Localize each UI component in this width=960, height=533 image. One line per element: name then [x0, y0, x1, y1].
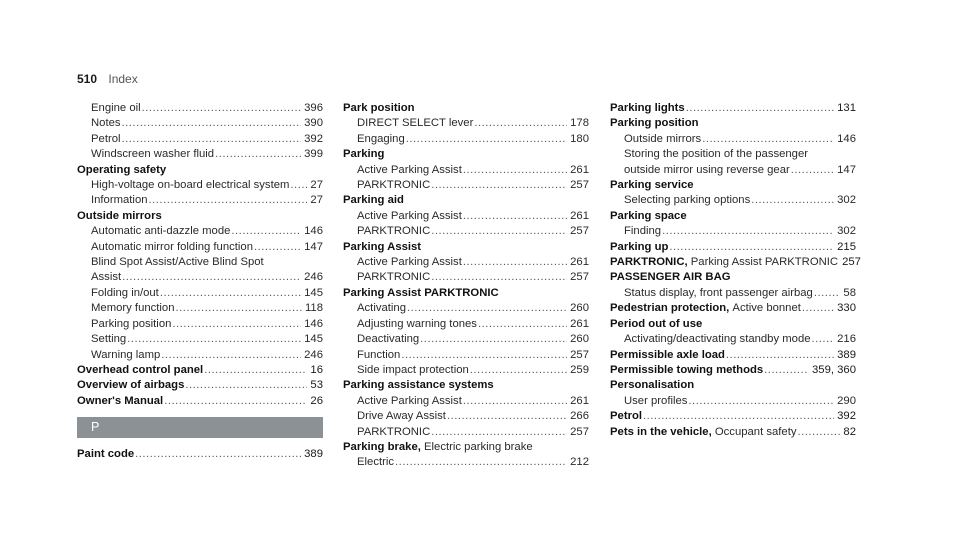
leader-dots — [643, 409, 834, 424]
page-ref: 259 — [570, 363, 589, 376]
page-ref: 215 — [837, 240, 856, 253]
index-entry — [343, 132, 589, 147]
page-ref: 146 — [837, 132, 856, 145]
entry-label: Deactivating — [357, 333, 420, 346]
index-entry — [77, 363, 323, 378]
index-entry — [77, 378, 323, 393]
entry-label: Drive Away Assist — [357, 410, 446, 423]
entry-heading: Pedestrian protection, — [610, 302, 730, 315]
index-entry — [343, 348, 589, 363]
leader-dots — [135, 447, 301, 462]
leader-dots — [172, 317, 301, 332]
entry-heading: Parking service — [610, 179, 694, 192]
page-number: 510 — [77, 72, 98, 86]
index-entry — [343, 240, 589, 255]
index-entry — [610, 394, 856, 409]
entry-heading: Parking Assist — [343, 240, 422, 253]
page-ref: 147 — [304, 240, 323, 253]
leader-dots — [395, 455, 567, 470]
entry-heading: Period out of use — [610, 317, 703, 330]
page-ref: 246 — [304, 271, 323, 284]
page-ref: 58 — [843, 286, 856, 299]
entry-see-also: Active bonnet — [732, 302, 801, 315]
entry-label: Outside mirrors — [624, 132, 702, 145]
entry-heading: Parking Assist PARKTRONIC — [343, 286, 499, 299]
page-ref: 260 — [570, 333, 589, 346]
index-entry — [610, 332, 856, 347]
leader-dots — [463, 209, 567, 224]
index-entry — [343, 224, 589, 239]
page-ref: 212 — [570, 456, 589, 469]
entry-label: Side impact protection — [357, 363, 469, 376]
leader-dots — [122, 132, 302, 147]
entry-label: PARKTRONIC — [357, 271, 431, 284]
leader-dots — [176, 301, 302, 316]
index-entry — [610, 224, 856, 239]
entry-label: DIRECT SELECT lever — [357, 117, 474, 130]
leader-dots — [662, 224, 834, 239]
entry-heading: Parking brake, — [343, 440, 421, 453]
page-ref: 266 — [570, 410, 589, 423]
entry-heading: Operating safety — [77, 163, 167, 176]
index-entry — [343, 455, 589, 470]
leader-dots — [231, 224, 301, 239]
page-ref: 257 — [570, 179, 589, 192]
leader-dots — [431, 425, 567, 440]
leader-dots — [122, 116, 302, 131]
leader-dots — [431, 224, 567, 239]
page-title: Index — [108, 72, 138, 86]
entry-heading: Overview of airbags — [77, 379, 185, 392]
index-entry — [343, 301, 589, 316]
leader-dots — [406, 132, 567, 147]
leader-dots — [478, 317, 567, 332]
index-entry — [77, 193, 323, 208]
index-entry — [77, 101, 323, 116]
entry-heading: Permissible towing methods — [610, 363, 764, 376]
index-entry — [610, 147, 856, 162]
entry-label: Setting — [91, 333, 127, 346]
leader-dots — [764, 363, 809, 378]
page-ref: 302 — [837, 225, 856, 238]
page-header — [77, 72, 138, 86]
entry-label: Folding in/out — [91, 286, 159, 299]
entry-heading: Owner's Manual — [77, 394, 164, 407]
entry-label: Adjusting warning tones — [357, 317, 477, 330]
page-ref: 216 — [837, 333, 856, 346]
entry-label: Memory function — [91, 302, 175, 315]
entry-label: Warning lamp — [91, 348, 161, 361]
page-ref: 389 — [304, 448, 323, 461]
page-ref: 257 — [570, 225, 589, 238]
leader-dots — [164, 394, 307, 409]
index-entry — [610, 178, 856, 193]
leader-dots — [702, 132, 834, 147]
index-entry — [77, 132, 323, 147]
entry-label: Selecting parking options — [624, 194, 751, 207]
page-ref: 82 — [843, 425, 856, 438]
index-entry — [77, 163, 323, 178]
index-entry — [343, 116, 589, 131]
index-entry — [610, 317, 856, 332]
index-entry — [610, 163, 856, 178]
index-entry — [77, 317, 323, 332]
index-entry — [610, 363, 856, 378]
index-entry — [610, 240, 856, 255]
index-entry — [343, 317, 589, 332]
leader-dots — [401, 348, 567, 363]
leader-dots — [161, 348, 301, 363]
entry-label: PARKTRONIC — [357, 179, 431, 192]
page-ref: 359, 360 — [812, 363, 856, 376]
leader-dots — [463, 394, 567, 409]
index-entry — [610, 378, 856, 393]
entry-label: Blind Spot Assist/Active Blind Spot — [91, 256, 264, 269]
entry-label: Active Parking Assist — [357, 209, 462, 222]
entry-label: Automatic anti-dazzle mode — [91, 225, 231, 238]
entry-label: Activating/deactivating standby mode — [624, 333, 811, 346]
page-ref: 180 — [570, 132, 589, 145]
page-ref: 260 — [570, 302, 589, 315]
entry-heading: Park position — [343, 102, 415, 114]
entry-heading: Parking space — [610, 209, 687, 222]
entry-label: Notes — [91, 117, 121, 130]
leader-dots — [122, 270, 301, 285]
page-ref: 261 — [570, 394, 589, 407]
entry-label: Automatic mirror folding function — [91, 240, 253, 253]
page-ref: 330 — [837, 302, 856, 315]
entry-heading: Parking assistance systems — [343, 379, 494, 392]
entry-heading: Permissible axle load — [610, 348, 725, 361]
entry-label: Active Parking Assist — [357, 163, 462, 176]
leader-dots — [447, 409, 567, 424]
entry-heading: Petrol — [610, 410, 643, 423]
page-ref: 257 — [570, 271, 589, 284]
entry-label: Petrol — [91, 132, 121, 145]
index-entry — [343, 286, 589, 301]
leader-dots — [215, 147, 301, 162]
index-entry — [343, 270, 589, 285]
leader-dots — [814, 286, 841, 301]
index-entry — [343, 193, 589, 208]
entry-heading: Personalisation — [610, 379, 695, 392]
entry-label: Status display, front passenger airbag — [624, 286, 813, 299]
index-entry — [343, 163, 589, 178]
entry-label: Function — [357, 348, 401, 361]
page-ref: 53 — [310, 379, 323, 392]
entry-label: Storing the position of the passenger — [624, 148, 809, 161]
index-entry — [77, 209, 323, 224]
page-ref: 145 — [304, 333, 323, 346]
leader-dots — [812, 332, 835, 347]
index-entry — [343, 409, 589, 424]
index-entry — [77, 270, 323, 285]
leader-dots — [420, 332, 567, 347]
page-ref: 257 — [570, 425, 589, 438]
index-entry — [77, 348, 323, 363]
leader-dots — [474, 116, 567, 131]
index-entry — [343, 394, 589, 409]
page-ref: 392 — [304, 132, 323, 145]
page-ref: 147 — [837, 163, 856, 176]
index-entry — [610, 101, 856, 116]
index-entry — [343, 332, 589, 347]
entry-label: Active Parking Assist — [357, 394, 462, 407]
index-entry — [343, 255, 589, 270]
page-ref: 146 — [304, 225, 323, 238]
index-entry — [610, 409, 856, 424]
index-column-1 — [77, 101, 323, 463]
entry-heading: Parking lights — [610, 102, 685, 114]
leader-dots — [688, 394, 834, 409]
page-ref: 131 — [837, 102, 856, 114]
index-entry — [77, 394, 323, 409]
leader-dots — [160, 286, 301, 301]
page-ref: 146 — [304, 317, 323, 330]
index-entry — [77, 178, 323, 193]
entry-label: Information — [91, 194, 148, 207]
index-column-3 — [610, 101, 861, 440]
page-ref: 178 — [570, 117, 589, 130]
leader-dots — [669, 240, 834, 255]
index-entry — [77, 286, 323, 301]
index-entry — [77, 240, 323, 255]
leader-dots — [798, 425, 841, 440]
leader-dots — [463, 163, 567, 178]
leader-dots — [142, 101, 302, 116]
index-entry — [610, 116, 856, 131]
entry-heading: Overhead control panel — [77, 363, 204, 376]
page-ref: 390 — [304, 117, 323, 130]
entry-see-also: Electric parking brake — [424, 440, 533, 453]
entry-label: Windscreen washer fluid — [91, 148, 215, 161]
leader-dots — [149, 193, 308, 208]
index-entry — [610, 301, 856, 316]
entry-label: outside mirror using reverse gear — [624, 163, 790, 176]
entry-label: PARKTRONIC — [357, 225, 431, 238]
entry-heading: Parking — [343, 148, 385, 161]
index-entry — [610, 348, 856, 363]
index-entry — [77, 147, 323, 162]
index-entry — [77, 447, 323, 462]
index-entry — [610, 270, 856, 285]
page-ref: 257 — [570, 348, 589, 361]
page-ref: 27 — [310, 194, 323, 207]
page-ref: 261 — [570, 256, 589, 269]
index-entry — [77, 255, 323, 270]
page-ref: 118 — [304, 302, 323, 315]
index-entry — [343, 425, 589, 440]
page-ref: 389 — [837, 348, 856, 361]
leader-dots — [463, 255, 567, 270]
entry-label: Assist — [91, 271, 122, 284]
entry-heading: PARKTRONIC, — [610, 256, 688, 269]
leader-dots — [802, 301, 834, 316]
leader-dots — [290, 178, 307, 193]
page-ref: 145 — [304, 286, 323, 299]
page-ref: 261 — [570, 163, 589, 176]
entry-see-also: Parking Assist PARKTRONIC — [690, 256, 839, 269]
index-entry — [77, 332, 323, 347]
leader-dots — [751, 193, 834, 208]
index-entry — [343, 178, 589, 193]
entry-heading: Outside mirrors — [77, 209, 162, 222]
entry-label: Electric — [357, 456, 395, 469]
page-ref: 246 — [304, 348, 323, 361]
index-entry — [610, 193, 856, 208]
index-entry — [77, 116, 323, 131]
index-entry — [343, 147, 589, 162]
index-entry — [343, 101, 589, 116]
leader-dots — [127, 332, 301, 347]
index-entry — [610, 209, 856, 224]
page-ref: 257 — [842, 256, 861, 269]
page-ref: 396 — [304, 102, 323, 114]
leader-dots — [791, 163, 834, 178]
page-ref: 16 — [310, 363, 323, 376]
entry-label: PARKTRONIC — [357, 425, 431, 438]
index-entry — [610, 286, 856, 301]
leader-dots — [254, 240, 301, 255]
index-column-2 — [343, 101, 589, 471]
index-entry — [343, 440, 589, 455]
entry-see-also: Occupant safety — [714, 425, 797, 438]
index-entry — [343, 363, 589, 378]
entry-label: Finding — [624, 225, 662, 238]
entry-label: Parking position — [91, 317, 172, 330]
page-ref: 26 — [310, 394, 323, 407]
index-entry — [610, 132, 856, 147]
leader-dots — [686, 101, 834, 116]
index-entry — [610, 425, 856, 440]
entry-label: Engine oil — [91, 102, 141, 114]
page-ref: 399 — [304, 148, 323, 161]
entry-heading: Pets in the vehicle, — [610, 425, 712, 438]
entry-label: Engaging — [357, 132, 405, 145]
leader-dots — [204, 363, 307, 378]
index-entry — [77, 224, 323, 239]
leader-dots — [185, 378, 307, 393]
entry-label: User profiles — [624, 394, 688, 407]
entry-label: High-voltage on-board electrical system — [91, 179, 290, 192]
leader-dots — [470, 363, 567, 378]
page-ref: 27 — [310, 179, 323, 192]
index-entry — [610, 255, 861, 270]
page-ref: 290 — [837, 394, 856, 407]
entry-heading: Parking up — [610, 240, 669, 253]
entry-label: Activating — [357, 302, 406, 315]
leader-dots — [431, 270, 567, 285]
entry-label: Active Parking Assist — [357, 256, 462, 269]
index-column-1-top — [77, 101, 323, 409]
leader-dots — [407, 301, 567, 316]
entry-heading: Parking aid — [343, 194, 404, 207]
index-entry — [343, 209, 589, 224]
entry-heading: Parking position — [610, 117, 699, 130]
page-ref: 302 — [837, 194, 856, 207]
entry-heading: Paint code — [77, 448, 135, 461]
index-column-1-bottom — [77, 447, 323, 462]
entry-heading: PASSENGER AIR BAG — [610, 271, 731, 284]
letter-section-bar: P — [77, 417, 323, 438]
leader-dots — [431, 178, 567, 193]
leader-dots — [726, 348, 834, 363]
index-entry — [343, 378, 589, 393]
index-entry — [77, 301, 323, 316]
page-ref: 261 — [570, 209, 589, 222]
page-ref: 392 — [837, 410, 856, 423]
page-ref: 261 — [570, 317, 589, 330]
